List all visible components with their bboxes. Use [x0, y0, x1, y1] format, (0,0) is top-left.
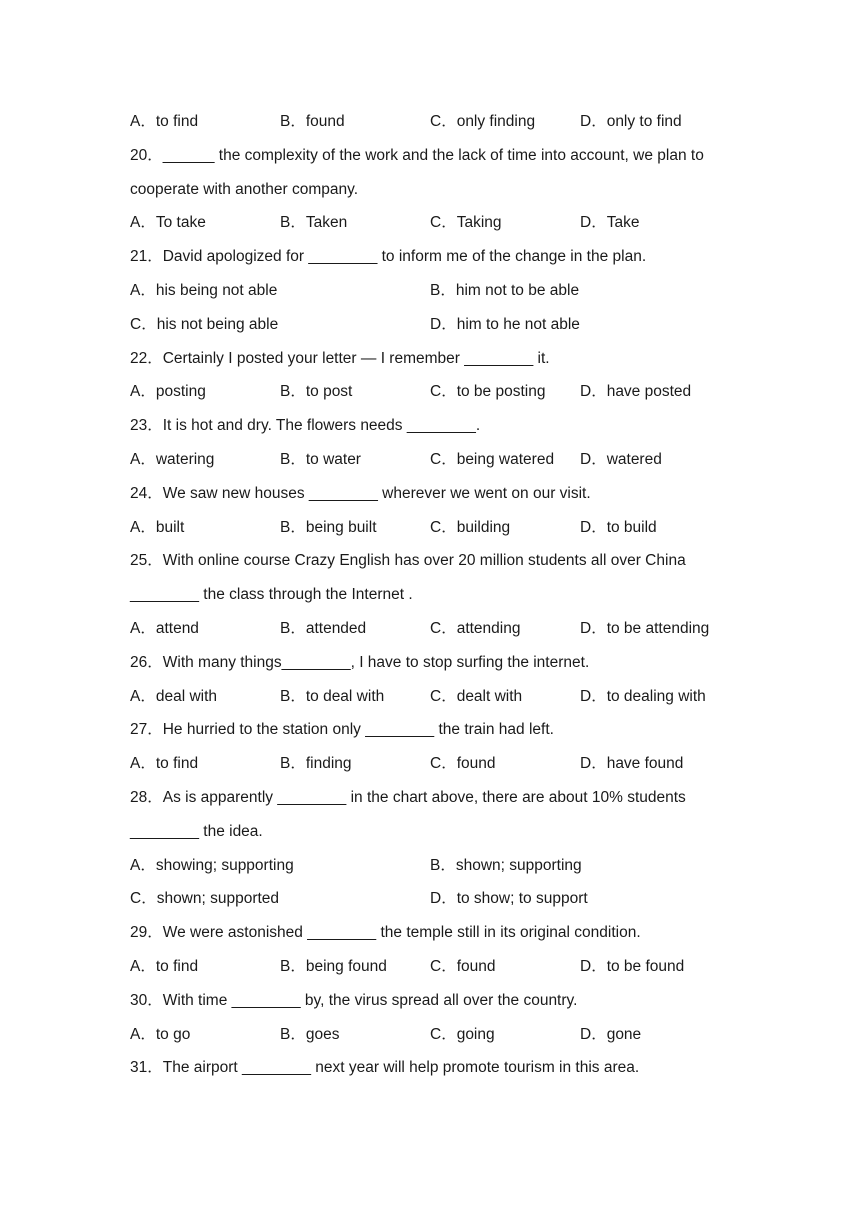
options-row — [130, 313, 730, 347]
answer-option: D．to be attending — [580, 619, 710, 637]
answer-option: B．being built — [280, 518, 377, 536]
answer-option: C．shown; supported — [130, 890, 280, 908]
question-block — [130, 245, 730, 346]
question-block — [130, 414, 730, 482]
question-block — [130, 549, 730, 650]
question-block — [130, 482, 730, 550]
question-list — [130, 110, 730, 1090]
options-row — [130, 887, 730, 921]
question-text: 21．David apologized for ________ to inform me of the change in the plan. — [130, 248, 647, 266]
answer-option: D．Take — [580, 214, 640, 232]
answer-option: D．only to find — [580, 113, 682, 130]
answer-option: C．only finding — [430, 113, 536, 130]
question-text: 27．He hurried to the station only ________ the train had left. — [130, 721, 554, 739]
question-text: 25．With online course Crazy English has over 20 million students all over China — [130, 552, 686, 570]
answer-option: B．Taken — [280, 214, 348, 232]
answer-option: A．To take — [130, 214, 206, 232]
question-block — [130, 989, 730, 1057]
question-block — [130, 110, 730, 144]
answer-option: A．posting — [130, 383, 206, 401]
answer-option: D．gone — [580, 1025, 642, 1043]
options-row — [130, 110, 730, 144]
options-row — [130, 516, 730, 550]
question-text: 22．Certainly I posted your letter — I remember ________ it. — [130, 349, 550, 367]
question-text: 29．We were astonished ________ the temple still in its original condition. — [130, 924, 641, 942]
answer-option: B．found — [280, 113, 345, 130]
question-text: ________ the idea. — [130, 822, 263, 840]
answer-option: C．his not being able — [130, 315, 279, 333]
answer-option: A．attend — [130, 619, 199, 637]
question-block — [130, 718, 730, 786]
answer-option: B．to water — [280, 450, 361, 468]
answer-option: A．to find — [130, 957, 199, 975]
question-block — [130, 921, 730, 989]
question-text: 20．______ the complexity of the work and the lack of time into account, we plan to — [130, 146, 704, 164]
question-text: 31．The airport ________ next year will help promote tourism in this area. — [130, 1059, 640, 1077]
answer-option: A．built — [130, 518, 185, 536]
answer-option: B．being found — [280, 957, 387, 975]
answer-option: B．to post — [280, 383, 353, 401]
answer-option: C．attending — [430, 619, 521, 637]
options-row — [130, 1023, 730, 1057]
answer-option: B．goes — [280, 1025, 340, 1043]
options-row — [130, 617, 730, 651]
answer-option: C．dealt with — [430, 687, 523, 705]
answer-option: B．to deal with — [280, 687, 385, 705]
question-text: 28．As is apparently ________ in the chart above, there are about 10% students — [130, 788, 686, 806]
answer-option: A．deal with — [130, 687, 218, 705]
answer-option: A．watering — [130, 450, 215, 468]
question-text: ________ the class through the Internet . — [130, 586, 413, 604]
answer-option: A．showing; supporting — [130, 856, 294, 874]
answer-option: C．found — [430, 957, 496, 975]
options-row — [130, 685, 730, 719]
answer-option: C．found — [430, 755, 496, 773]
answer-option: A．his being not able — [130, 281, 278, 299]
answer-option: B．finding — [280, 755, 352, 773]
question-block — [130, 1056, 730, 1090]
options-row — [130, 279, 730, 313]
options-row — [130, 854, 730, 888]
question-text: 30．With time ________ by, the virus spread all over the country. — [130, 991, 578, 1009]
answer-option: D．to build — [580, 518, 657, 536]
answer-option: D．have posted — [580, 383, 692, 401]
options-row — [130, 955, 730, 989]
question-text: 23．It is hot and dry. The flowers needs ________. — [130, 417, 481, 435]
answer-option: C．building — [430, 518, 511, 536]
answer-option: D．to show; to support — [430, 890, 588, 908]
question-block — [130, 651, 730, 719]
question-text: 24．We saw new houses ________ wherever we went on our visit. — [130, 484, 591, 502]
answer-option: C．Taking — [430, 214, 502, 232]
question-block — [130, 347, 730, 415]
answer-option: D．to be found — [580, 957, 685, 975]
answer-option: B．attended — [280, 619, 367, 637]
answer-option: B．him not to be able — [430, 281, 580, 299]
question-text: cooperate with another company. — [130, 180, 359, 198]
question-text: 26．With many things________, I have to stop surfing the internet. — [130, 653, 590, 671]
answer-option: D．have found — [580, 755, 684, 773]
options-row — [130, 380, 730, 414]
answer-option: A．to find — [130, 755, 199, 773]
answer-option: A．to go — [130, 1025, 191, 1043]
options-row — [130, 211, 730, 245]
answer-option: C．going — [430, 1025, 495, 1043]
answer-option: B．shown; supporting — [430, 856, 582, 874]
answer-option: C．being watered — [430, 450, 555, 468]
question-block — [130, 786, 730, 921]
answer-option: A．to find — [130, 113, 199, 130]
answer-option: D．to dealing with — [580, 687, 706, 705]
options-row — [130, 752, 730, 786]
answer-option: D．him to he not able — [430, 315, 580, 333]
options-row — [130, 448, 730, 482]
answer-option: C．to be posting — [430, 383, 546, 401]
question-block — [130, 144, 730, 245]
answer-option: D．watered — [580, 450, 662, 468]
